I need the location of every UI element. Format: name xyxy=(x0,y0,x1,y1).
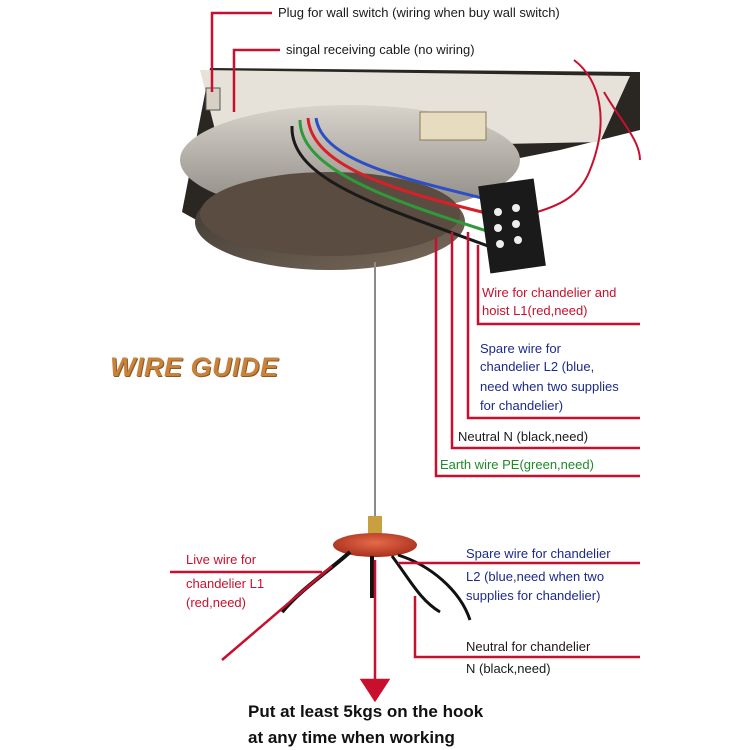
terminal-block-body xyxy=(478,179,546,274)
neutral-bottom-label-1: Neutral for chandelier xyxy=(466,639,591,654)
wire-guide-title: WIRE GUIDE xyxy=(110,352,279,382)
hook-arrow-head xyxy=(362,680,388,700)
terminal-screw xyxy=(512,204,520,212)
terminal-screw xyxy=(514,236,522,244)
earth-label: Earth wire PE(green,need) xyxy=(440,457,594,472)
l1-top-label-2: hoist L1(red,need) xyxy=(482,303,588,318)
hook-note-line-1: Put at least 5kgs on the hook xyxy=(248,702,484,721)
base-plate-rim xyxy=(200,172,460,256)
neutral-top-label: Neutral N (black,need) xyxy=(458,429,589,444)
hoist-unit xyxy=(180,68,640,270)
l2-bottom-label-3: supplies for chandelier) xyxy=(466,588,601,603)
l1-top-label-1: Wire for chandelier and xyxy=(482,285,617,300)
l2-top-label-3: need when two supplies xyxy=(480,379,619,394)
l2-top-label-1: Spare wire for xyxy=(480,341,561,356)
terminal-screw xyxy=(496,240,504,248)
terminal-screw xyxy=(512,220,520,228)
neutral-bottom-label-2: N (black,need) xyxy=(466,661,551,676)
terminal-screw xyxy=(494,224,502,232)
signal-cable-label: singal receiving cable (no wiring) xyxy=(286,42,475,57)
l2-top-label-2: chandelier L2 (blue, xyxy=(480,359,595,374)
l2-top-label-4: for chandelier) xyxy=(480,398,564,413)
l2-bottom-label-2: L2 (blue,need when two xyxy=(466,569,605,584)
l2-bottom-label-1: Spare wire for chandelier xyxy=(466,546,611,561)
live-label-2: chandelier L1 xyxy=(186,576,265,591)
terminal-screw xyxy=(494,208,502,216)
live-label-3: (red,need) xyxy=(186,595,246,610)
hook-note-line-2: at any time when working xyxy=(248,728,455,747)
terminal-block xyxy=(478,179,546,274)
terminal-bracket xyxy=(420,112,486,140)
live-label-1: Live wire for xyxy=(186,552,257,567)
hub-wire-left xyxy=(282,552,350,612)
hub-wire-right xyxy=(398,555,470,620)
plug-label: Plug for wall switch (wiring when buy wall switch) xyxy=(278,5,560,20)
